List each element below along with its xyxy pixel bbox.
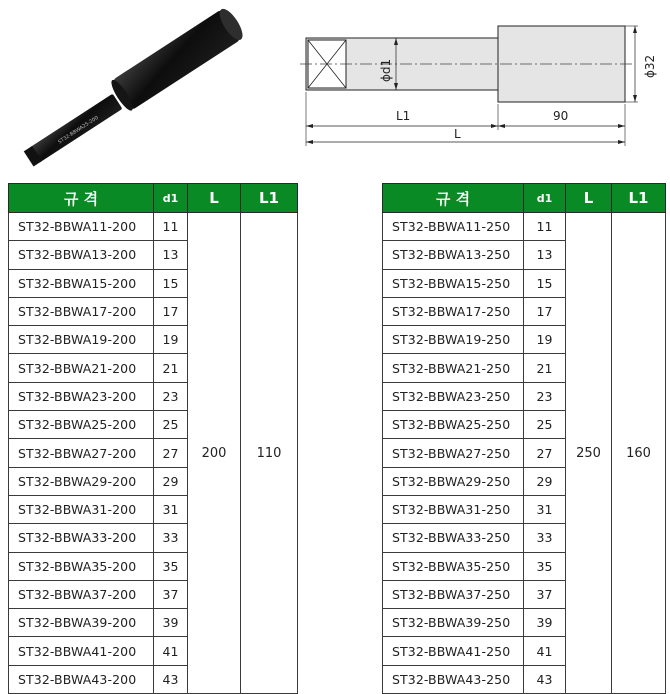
model-cell: ST32-BBWA19-200 — [9, 326, 154, 354]
d1-cell: 25 — [524, 411, 566, 439]
d1-cell: 23 — [154, 382, 188, 410]
d1-cell: 11 — [524, 213, 566, 241]
model-cell: ST32-BBWA17-200 — [9, 297, 154, 325]
d1-cell: 13 — [524, 241, 566, 269]
model-cell: ST32-BBWA21-250 — [383, 354, 524, 382]
d1-cell: 11 — [154, 213, 188, 241]
table-row — [383, 213, 666, 241]
table-header-row — [383, 184, 666, 213]
d32-dimension-label: ϕ32 — [643, 54, 657, 78]
model-cell: ST32-BBWA13-200 — [9, 241, 154, 269]
d1-cell: 41 — [524, 637, 566, 665]
shaft-engraving: ST32-BBWA25-200 — [57, 114, 100, 146]
d1-cell: 33 — [524, 524, 566, 552]
d1-cell: 27 — [524, 439, 566, 467]
model-cell: ST32-BBWA29-250 — [383, 467, 524, 495]
model-cell: ST32-BBWA13-250 — [383, 241, 524, 269]
d1-cell: 39 — [524, 609, 566, 637]
model-cell: ST32-BBWA27-200 — [9, 439, 154, 467]
model-cell: ST32-BBWA35-250 — [383, 552, 524, 580]
model-cell: ST32-BBWA19-250 — [383, 326, 524, 354]
d1-cell: 23 — [524, 382, 566, 410]
d1-cell: 19 — [154, 326, 188, 354]
model-cell: ST32-BBWA25-200 — [9, 411, 154, 439]
header-d1: d1 — [524, 184, 566, 213]
header-L: L — [566, 184, 612, 213]
header-spec: 규 격 — [383, 184, 524, 213]
d1-cell: 33 — [154, 524, 188, 552]
L-value-cell: 250 — [566, 213, 612, 694]
model-cell: ST32-BBWA41-200 — [9, 637, 154, 665]
table-header-row — [9, 184, 298, 213]
d1-cell: 15 — [524, 269, 566, 297]
d1-cell: 15 — [154, 269, 188, 297]
model-cell: ST32-BBWA11-250 — [383, 213, 524, 241]
d1-cell: 39 — [154, 609, 188, 637]
d1-cell: 37 — [154, 580, 188, 608]
header-L1: L1 — [612, 184, 666, 213]
d1-cell: 25 — [154, 411, 188, 439]
L1-value-cell: 160 — [612, 213, 666, 694]
d1-cell: 29 — [154, 467, 188, 495]
model-cell: ST32-BBWA27-250 — [383, 439, 524, 467]
product-photo — [14, 8, 264, 168]
d1-cell: 41 — [154, 637, 188, 665]
header-L: L — [188, 184, 241, 213]
length-90-label: 90 — [553, 109, 569, 123]
model-cell: ST32-BBWA39-250 — [383, 609, 524, 637]
L1-dimension-label: L1 — [396, 109, 411, 123]
model-cell: ST32-BBWA23-200 — [9, 382, 154, 410]
model-cell: ST32-BBWA15-200 — [9, 269, 154, 297]
model-cell: ST32-BBWA37-250 — [383, 580, 524, 608]
model-cell: ST32-BBWA29-200 — [9, 467, 154, 495]
model-cell: ST32-BBWA15-250 — [383, 269, 524, 297]
d1-cell: 43 — [524, 665, 566, 693]
spec-table-250 — [382, 183, 666, 694]
d1-cell: 21 — [524, 354, 566, 382]
L-value-cell: 200 — [188, 213, 241, 694]
d1-cell: 13 — [154, 241, 188, 269]
model-cell: ST32-BBWA23-250 — [383, 382, 524, 410]
d1-cell: 29 — [524, 467, 566, 495]
model-cell: ST32-BBWA21-200 — [9, 354, 154, 382]
d1-cell: 17 — [524, 297, 566, 325]
d1-cell: 27 — [154, 439, 188, 467]
d1-cell: 31 — [154, 495, 188, 523]
table-row — [9, 213, 298, 241]
d1-cell: 35 — [154, 552, 188, 580]
spec-table-200 — [8, 183, 298, 694]
model-cell: ST32-BBWA43-200 — [9, 665, 154, 693]
dimension-drawing — [298, 6, 670, 152]
d1-cell: 31 — [524, 495, 566, 523]
L-dimension-label: L — [454, 127, 461, 141]
d1-cell: 37 — [524, 580, 566, 608]
d1-dimension-label: ϕd1 — [379, 58, 393, 82]
model-cell: ST32-BBWA41-250 — [383, 637, 524, 665]
header-spec: 규 격 — [9, 184, 154, 213]
model-cell: ST32-BBWA33-250 — [383, 524, 524, 552]
model-cell: ST32-BBWA17-250 — [383, 297, 524, 325]
model-cell: ST32-BBWA37-200 — [9, 580, 154, 608]
d1-cell: 35 — [524, 552, 566, 580]
model-cell: ST32-BBWA43-250 — [383, 665, 524, 693]
model-cell: ST32-BBWA35-200 — [9, 552, 154, 580]
model-cell: ST32-BBWA25-250 — [383, 411, 524, 439]
d1-cell: 21 — [154, 354, 188, 382]
L1-value-cell: 110 — [241, 213, 298, 694]
d1-cell: 17 — [154, 297, 188, 325]
model-cell: ST32-BBWA11-200 — [9, 213, 154, 241]
model-cell: ST32-BBWA33-200 — [9, 524, 154, 552]
d1-cell: 43 — [154, 665, 188, 693]
model-cell: ST32-BBWA39-200 — [9, 609, 154, 637]
header-d1: d1 — [154, 184, 188, 213]
d1-cell: 19 — [524, 326, 566, 354]
header-L1: L1 — [241, 184, 298, 213]
model-cell: ST32-BBWA31-250 — [383, 495, 524, 523]
model-cell: ST32-BBWA31-200 — [9, 495, 154, 523]
